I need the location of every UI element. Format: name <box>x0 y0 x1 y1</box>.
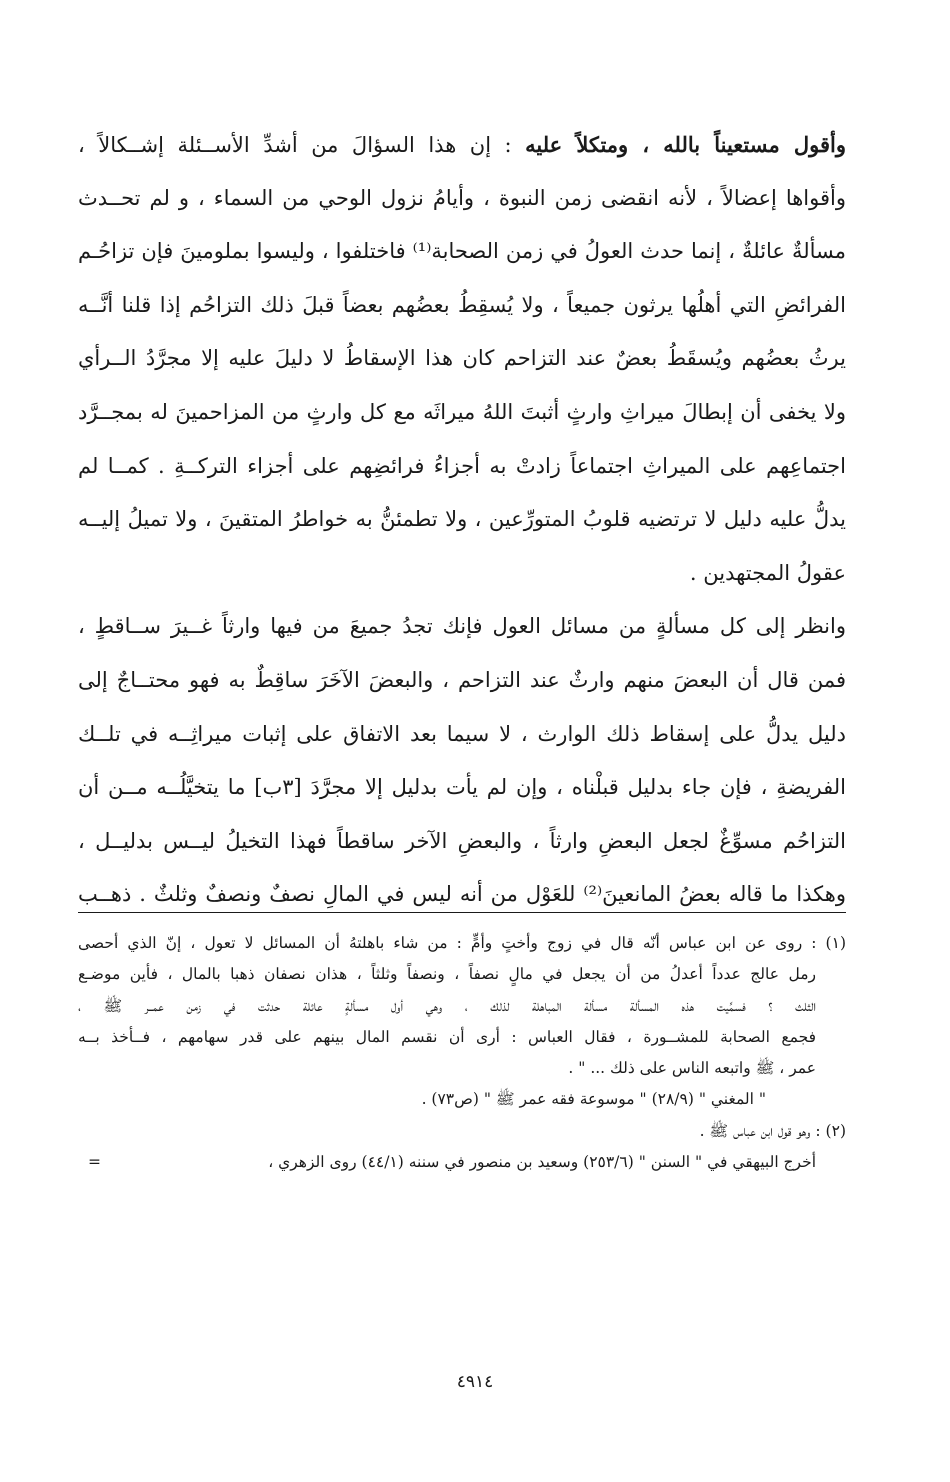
text-line-6: ولا يخفى أن إبطالَ ميراثِ وارثٍ أثبتَ اللهُ ميراثَه مع كل وارثٍ من المزاحمينَ له بمجــرَّد <box>78 399 846 424</box>
text-line-15: وهكذا ما قاله بعضُ المانعينَ⁽²⁾ للعَوْل من أنه ليس في المالِ نصفٌ ونصفٌ وثلثٌ . ذهــب <box>78 882 846 907</box>
text-line-4: الفرائضِ التي أهلُها يرثون جميعاً ، ولا يُسقِطُ بعضُهم بعضاً قبلَ ذلك التزاحُم إذا قلنا أنَّــه <box>78 292 846 317</box>
footnotes <box>78 928 846 1178</box>
opening-phrase: وأقول مستعيناً بالله ، ومتكلاً عليه <box>525 132 846 157</box>
footnote-1-line-4: فجمع الصحابة للمشــورة ، فقال العباس : أرى أن نقسم المال بينهم على قدر سهامهم ، فــأخذ بــه <box>78 1027 816 1046</box>
footnote-2-line-2 <box>78 1147 846 1178</box>
footnote-1-line-2: رمل عالج عدداً أعدلُ من أن يجعل في مالٍ نصفاً ، ونصفاً وثلثاً ، هذان نصفان ذهبا بالمال ، فأين موضـع <box>78 965 816 984</box>
footnote-1-source: " المغني " (٢٨/٩) " موسوعة فقه عمر ﷺ " (ص٧٣) . <box>421 1090 766 1109</box>
main-text <box>78 118 846 922</box>
text-line-10: وانظر إلى كل مسألةٍ من مسائل العول فإنك تجدُ جميعَ من فيها وارثاً غــيرَ ســاقطٍ ، <box>78 614 846 639</box>
text-line-5: يرثُ بعضُهم ويُسقَطُ بعضٌ عند التزاحم كان هذا الإسقاطُ لا دليلَ عليه إلا مجرَّدُ الــرأي <box>78 346 846 371</box>
text-line-1 <box>78 118 846 172</box>
footnote-separator <box>78 912 846 913</box>
text-line-1-rest: : إن هذا السؤالَ من أشدِّ الأســئلة إشــكالاً ، <box>78 133 526 157</box>
text-line-12: دليل يدلُّ على إسقاط ذلك الوارث ، لا سيما بعد الاتفاق على إثبات ميراثِــه في تلــك <box>78 721 846 746</box>
page-number: ٤٩١٤ <box>456 1372 494 1392</box>
text-line-13: الفريضةِ ، فإن جاء بدليل قبلْناه ، وإن لم يأت بدليل إلا مجرَّدَ [٣ب] ما يتخيَّلُــه مــن أن <box>78 775 846 800</box>
footnote-2-line-1: (٢) : وهو قول ابن عباس ﷺ . <box>699 1121 846 1140</box>
text-line-11: فمن قال أن البعضَ منهم وارثٌ عند التزاحم ، والبعضَ الآخَرَ ساقِطٌ به فهو محتــاجٌ إلى <box>78 667 846 692</box>
text-line-7: اجتماعِهم على الميراثِ اجتماعاً زادتْ به أجزاءُ فرائضِهم على أجزاء التركــةِ . كمــا لم <box>78 453 846 478</box>
footnote-1-line-1: (١) : روى عن ابن عباس أنّه قال في زوج وأختٍ وأمٍّ : من شاء باهلتهُ أن المسائل لا تعول ، إنّ الذي أحصى <box>78 934 846 952</box>
text-line-8: يدلُّ عليه دليل لا ترتضيه قلوبُ المتورِّعين ، ولا تطمئنُّ به خواطرُ المتقينَ ، ولا تميلُ إليــه <box>78 507 846 532</box>
text-line-14: التزاحُم مسوِّغٌ لجعل البعضِ وارثاً ، والبعضِ الآخر ساقطاً فهذا التخيلُ ليــس بدليــل ، <box>78 828 846 853</box>
footnote-1-line-3: الثلث ؟ فسمِّيت هذه المسألة مسألة المباهلة لذلك ، وهي أول مسألةٍ عائلة حدثت في زمن عمــر ﷺ ، <box>78 996 816 1015</box>
footnote-1-line-5: عمر ، ﷺ واتبعه الناس على ذلك ... " . <box>568 1059 816 1078</box>
text-line-3: مسألةٌ عائلةٌ ، إنما حدث العولُ في زمن الصحابة⁽¹⁾ فاختلفوا ، وليسوا بملومينَ فإن تزاحُـم <box>78 239 846 264</box>
text-line-2: وأقواها إعضالاً ، لأنه انقضى زمن النبوة ، وأيامُ نزول الوحي من السماء ، و لم تحــدث <box>78 185 846 210</box>
footnote-2-text: أخرج البيهقي في " السنن " (٢٥٣/٦) وسعيد بن منصور في سننه (٤٤/١) روى الزهري ، <box>268 1153 816 1172</box>
continuation-mark: = <box>88 1153 101 1172</box>
text-line-9: عقولُ المجتهدين . <box>689 560 846 585</box>
